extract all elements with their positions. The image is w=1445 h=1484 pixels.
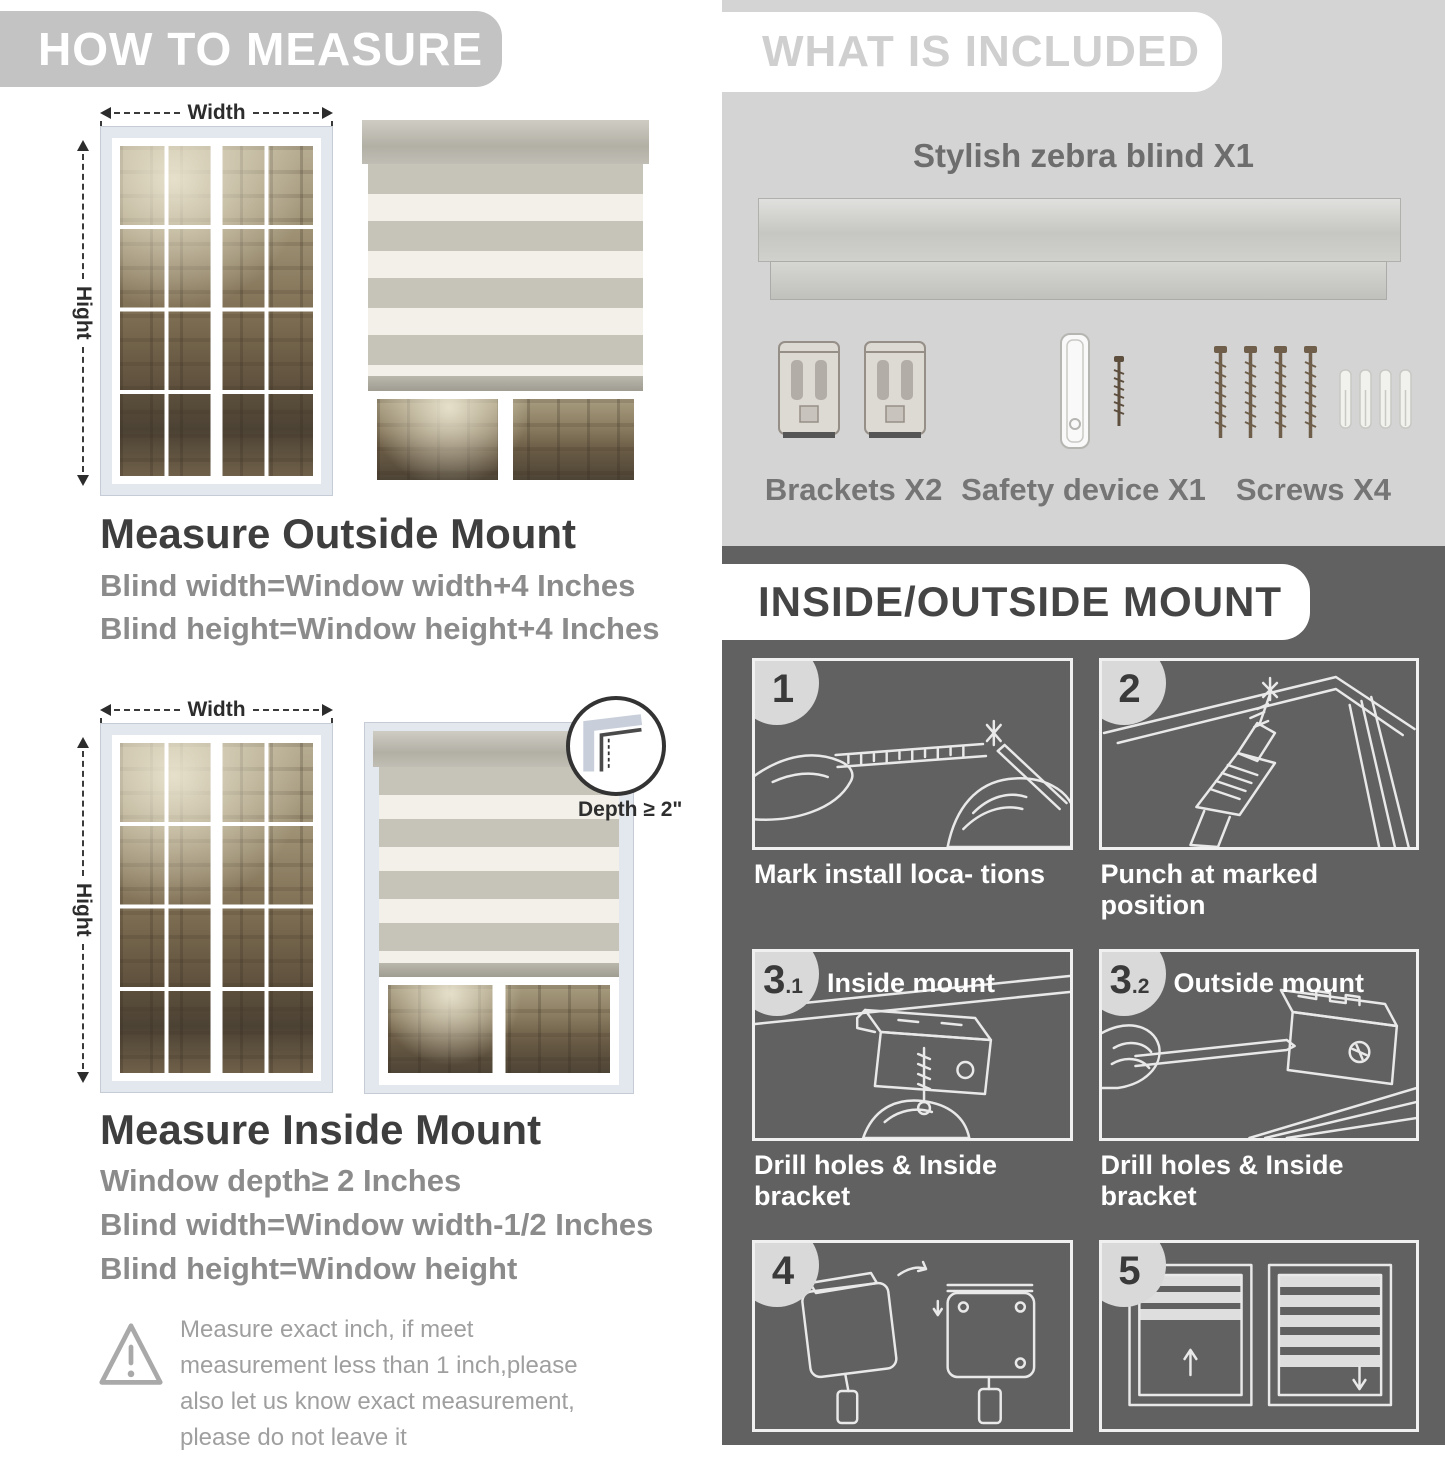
width-label: Width	[187, 698, 246, 721]
step-caption: Drill holes & Inside bracket	[1100, 1150, 1344, 1211]
step-number: 5	[1118, 1249, 1141, 1293]
step-caption: Drill holes & Inside bracket	[754, 1150, 998, 1211]
inside-mount-heading: Measure Inside Mount	[100, 1106, 542, 1153]
height-measure-inside	[70, 737, 96, 1083]
depth-detail-circle	[566, 696, 666, 796]
arrow-up-icon	[77, 140, 89, 151]
step-panel-title: Outside mount	[1173, 968, 1364, 998]
step-number: 3	[763, 958, 786, 1002]
dashed-line	[253, 709, 319, 711]
step-3-2	[1099, 949, 1420, 1224]
warning-icon	[98, 1318, 164, 1392]
outside-mount-heading: Measure Outside Mount	[100, 510, 577, 557]
step-number: 1	[771, 667, 795, 711]
blind-quantity-label: Stylish zebra blind X1	[912, 137, 1255, 174]
width-measure-outside	[100, 101, 333, 125]
arrow-right-icon	[322, 107, 333, 119]
zebra-blind-outside	[362, 120, 649, 492]
window-inner-frame	[112, 735, 321, 1081]
how-to-measure-header	[0, 11, 502, 87]
height-label: Hight	[72, 286, 95, 340]
mount-title: INSIDE/OUTSIDE MOUNT	[758, 578, 1283, 625]
step-3-1-panel	[752, 949, 1073, 1141]
step-caption: Mark install loca- tions	[754, 859, 1046, 889]
height-measure-outside	[70, 140, 96, 486]
window-reflection-photo	[116, 739, 317, 1077]
inside-mount-formula: Blind height=Window height	[100, 1251, 518, 1286]
what-is-included-section	[722, 0, 1445, 546]
blind-bottomrail	[368, 376, 643, 391]
dashed-line	[82, 751, 84, 876]
right-column	[722, 0, 1445, 1471]
window-corner-detail-icon	[576, 706, 656, 786]
what-is-included-title: WHAT IS INCLUDED	[762, 27, 1201, 76]
inside-outside-mount-section	[722, 546, 1445, 1471]
step-1	[752, 658, 1073, 933]
arrow-left-icon	[100, 704, 111, 716]
how-to-measure-section	[0, 0, 705, 1451]
window-photo-outside	[100, 126, 333, 496]
step-subnumber: .2	[1131, 975, 1150, 998]
window-below-blind	[368, 391, 643, 492]
window-inner-frame	[112, 138, 321, 484]
dashed-line	[114, 112, 180, 114]
how-to-measure-title: HOW TO MEASURE	[38, 23, 484, 75]
arrow-left-icon	[100, 107, 111, 119]
outside-mount-formula: Blind height=Window height+4 Inches	[100, 611, 660, 646]
blind-headrail-image	[758, 198, 1401, 262]
step-5	[1099, 1240, 1420, 1484]
step-panel-title: Inside mount	[827, 968, 995, 998]
height-label: Hight	[72, 883, 95, 937]
item-label: Screws X4	[1235, 472, 1391, 507]
step-3-1	[752, 949, 1073, 1224]
window-reflection-photo	[384, 981, 614, 1077]
step-1-panel	[752, 658, 1073, 850]
included-item-screws	[1206, 330, 1421, 508]
mount-steps-grid	[752, 658, 1419, 1484]
zebra-stripes	[379, 767, 619, 963]
width-label: Width	[187, 101, 246, 124]
included-items	[746, 330, 1421, 508]
step-caption: Finish	[1100, 1441, 1180, 1471]
step-3-2-panel	[1099, 949, 1420, 1141]
window-reflection-photo	[116, 142, 317, 480]
step-subnumber: .1	[785, 975, 803, 998]
step-number: 2	[1118, 667, 1141, 711]
depth-label: Depth ≥ 2"	[578, 798, 683, 821]
what-is-included-header	[722, 12, 1222, 92]
mount-header	[722, 564, 1310, 640]
window-below-blind	[379, 977, 619, 1085]
included-item-safety-device	[961, 330, 1206, 508]
step-caption: Punch at marked position	[1100, 859, 1319, 920]
step-4-panel	[752, 1240, 1073, 1432]
blind-bottomrail-image	[770, 261, 1387, 300]
step-number: 4	[771, 1249, 795, 1293]
arrow-right-icon	[322, 704, 333, 716]
arrow-down-icon	[77, 475, 89, 486]
window-photo-inside	[100, 723, 333, 1093]
blind-headrail	[362, 120, 649, 164]
window-reflection-photo	[373, 395, 638, 484]
width-measure-inside	[100, 698, 333, 722]
included-item-brackets	[746, 330, 961, 508]
step-5-panel	[1099, 1240, 1420, 1432]
item-label: Safety device X1	[961, 472, 1206, 507]
blind-body	[368, 164, 643, 492]
step-2-panel	[1099, 658, 1420, 850]
brackets-icon	[773, 330, 935, 462]
safety-device-icon	[1009, 330, 1159, 462]
dashed-line	[114, 709, 180, 711]
inside-mount-formula: Blind width=Window width-1/2 Inches	[100, 1207, 654, 1242]
zebra-stripes	[368, 164, 643, 376]
screws-anchors-icon	[1206, 330, 1420, 462]
blind-bottomrail	[379, 963, 619, 977]
step-2	[1099, 658, 1420, 933]
dashed-line	[82, 154, 84, 279]
outside-mount-formula: Blind width=Window width+4 Inches	[100, 568, 636, 603]
inside-mount-formula: Window depth≥ 2 Inches	[100, 1163, 462, 1198]
measurement-warning-text: Measure exact inch, if meet measurement less than 1 inch,please also let us know exact measurement, please do not leave it	[180, 1316, 578, 1451]
arrow-up-icon	[77, 737, 89, 748]
step-4	[752, 1240, 1073, 1484]
step-number: 3	[1109, 958, 1132, 1002]
step-caption: Install the blind	[754, 1441, 953, 1471]
dashed-line	[82, 944, 84, 1069]
dashed-line	[82, 347, 84, 472]
item-label: Brackets X2	[764, 472, 943, 507]
dashed-line	[253, 112, 319, 114]
arrow-down-icon	[77, 1072, 89, 1083]
